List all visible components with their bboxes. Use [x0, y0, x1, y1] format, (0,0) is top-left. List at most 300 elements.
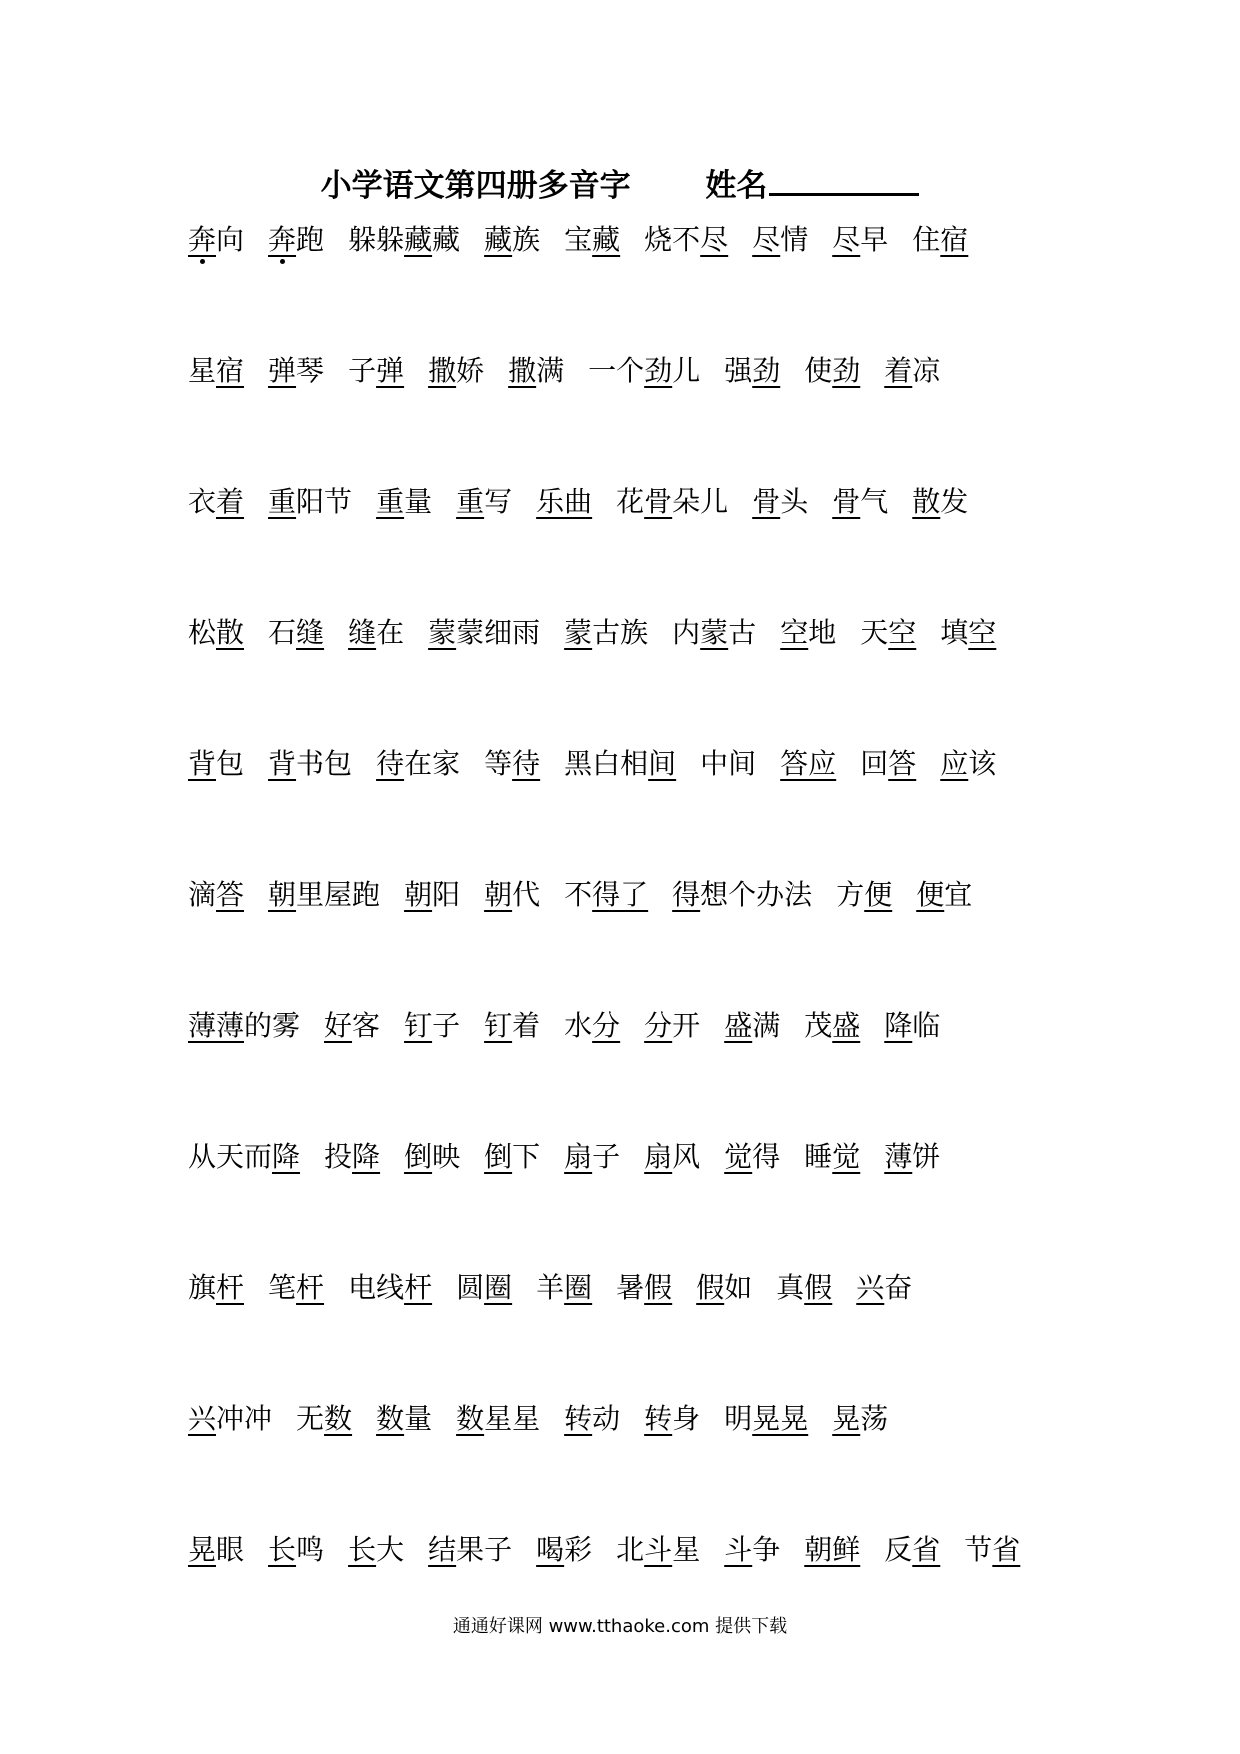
- word-char: 圆: [456, 1271, 485, 1304]
- word-char: 使: [804, 354, 833, 387]
- underlined-char: 晃: [832, 1402, 861, 1435]
- vocab-word: [484, 877, 540, 913]
- vocab-word: [428, 353, 484, 389]
- underlined-char: 撒: [428, 354, 457, 387]
- word-char: 着: [512, 1009, 541, 1042]
- word-char: 彩: [564, 1533, 593, 1566]
- word-char: 量: [404, 485, 433, 518]
- word-rows: [188, 222, 1068, 1663]
- word-char: 子: [432, 1009, 461, 1042]
- vocab-word: [484, 746, 540, 782]
- vocab-word: [188, 353, 244, 389]
- underlined-char: 假: [696, 1271, 725, 1304]
- word-char: 笔: [268, 1271, 297, 1304]
- underlined-char: 乐曲: [536, 485, 593, 518]
- word-char: 宜: [944, 878, 973, 911]
- underlined-char: 觉: [724, 1140, 753, 1173]
- word-char: 从天而: [188, 1140, 273, 1173]
- vocab-word: [484, 1008, 540, 1044]
- word-char: 方: [836, 878, 865, 911]
- underlined-char: 尽: [832, 223, 861, 256]
- word-char: 里屋跑: [296, 878, 381, 911]
- vocab-word: [536, 1270, 592, 1306]
- vocab-word: [616, 484, 728, 520]
- word-char: 的雾: [244, 1009, 301, 1042]
- vocab-word: [724, 1008, 780, 1044]
- underlined-char: 斗: [644, 1533, 673, 1566]
- word-char: 在家: [404, 747, 461, 780]
- name-blank-line[interactable]: [769, 165, 919, 196]
- vocab-word: [696, 1270, 752, 1306]
- word-char: 一个: [588, 354, 645, 387]
- word-char: 暑: [616, 1271, 645, 1304]
- word-row: [188, 877, 1068, 1008]
- name-label: 姓名: [705, 168, 768, 204]
- underlined-char: 应: [940, 747, 969, 780]
- vocab-word: [348, 222, 460, 258]
- vocab-word: [188, 222, 244, 258]
- vocab-word: [832, 222, 888, 258]
- word-char: 争: [752, 1533, 781, 1566]
- word-char: 住: [912, 223, 941, 256]
- underlined-char: 假: [644, 1271, 673, 1304]
- vocab-word: [856, 1270, 912, 1306]
- underlined-char: 晃: [188, 1533, 217, 1566]
- word-row: [188, 1532, 1068, 1663]
- underlined-char: 空: [780, 616, 809, 649]
- underlined-char: 晃晃: [752, 1402, 809, 1435]
- underlined-char: 重: [376, 485, 405, 518]
- vocab-word: [188, 1270, 244, 1306]
- word-char: 满: [752, 1009, 781, 1042]
- underlined-char: 数: [456, 1402, 485, 1435]
- vocab-word: [456, 1270, 512, 1306]
- word-char: 早: [860, 223, 889, 256]
- word-char: 石: [268, 616, 297, 649]
- underlined-char: 觉: [832, 1140, 861, 1173]
- word-char: 中间: [700, 747, 757, 780]
- vocab-word: [724, 353, 780, 389]
- underlined-char: 待: [512, 747, 541, 780]
- underlined-char: 骨: [832, 485, 861, 518]
- word-char: 发: [940, 485, 969, 518]
- underlined-char: 得: [672, 878, 701, 911]
- word-char: 满: [536, 354, 565, 387]
- vocab-word: [508, 353, 564, 389]
- vocab-word: [296, 1401, 352, 1437]
- vocab-word: [404, 877, 460, 913]
- word-char: 琴: [296, 354, 325, 387]
- vocab-word: [724, 1532, 780, 1568]
- word-char: 身: [672, 1402, 701, 1435]
- word-char: 明: [724, 1402, 753, 1435]
- vocab-word: [188, 1008, 300, 1044]
- vocab-word: [884, 1008, 940, 1044]
- underlined-char: 撒: [508, 354, 537, 387]
- word-char: 花: [616, 485, 645, 518]
- underlined-char: 空: [968, 616, 997, 649]
- word-char: 大: [376, 1533, 405, 1566]
- footer-credit: 通通好课网 www.tthaoke.com 提供下载: [452, 1616, 788, 1637]
- underlined-char: 扇: [644, 1140, 673, 1173]
- vocab-word: [752, 222, 808, 258]
- word-char: 投: [324, 1140, 353, 1173]
- underlined-char: 降: [884, 1009, 913, 1042]
- underlined-char: 盛: [832, 1009, 861, 1042]
- underlined-char: 数: [324, 1402, 353, 1435]
- vocab-word: [776, 1270, 832, 1306]
- underlined-char: 圈: [484, 1271, 513, 1304]
- vocab-word: [644, 1008, 700, 1044]
- vocab-word: [804, 353, 860, 389]
- word-char: 黑白相: [564, 747, 649, 780]
- underlined-char: 喝: [536, 1533, 565, 1566]
- word-row: [188, 1270, 1068, 1401]
- vocab-word: [536, 1532, 592, 1568]
- underlined-char: 杆: [216, 1271, 245, 1304]
- vocab-word: [724, 1401, 808, 1437]
- underlined-char: 背: [268, 747, 297, 780]
- word-char: 节: [964, 1533, 993, 1566]
- vocab-word: [588, 353, 700, 389]
- underlined-char: 间: [648, 747, 677, 780]
- word-char: 写: [484, 485, 513, 518]
- underlined-char: 扇: [564, 1140, 593, 1173]
- vocab-word: [268, 222, 324, 258]
- underlined-char: 得了: [592, 878, 649, 911]
- word-char: 该: [968, 747, 997, 780]
- underlined-char: 蒙: [564, 616, 593, 649]
- vocab-word: [348, 615, 404, 651]
- underlined-char: 假: [804, 1271, 833, 1304]
- vocab-word: [404, 1008, 460, 1044]
- vocab-word: [484, 222, 540, 258]
- vocab-word: [860, 746, 916, 782]
- vocab-word: [564, 746, 676, 782]
- vocab-word: [884, 1139, 940, 1175]
- word-char: 包: [216, 747, 245, 780]
- vocab-word: [188, 615, 244, 651]
- underlined-char: 缝: [296, 616, 325, 649]
- underlined-char: 尽: [752, 223, 781, 256]
- vocab-word: [268, 746, 352, 782]
- word-char: 藏: [432, 223, 461, 256]
- underlined-char: 弹: [268, 354, 297, 387]
- vocab-word: [644, 222, 728, 258]
- word-char: 鸣: [296, 1533, 325, 1566]
- vocab-word: [564, 1139, 620, 1175]
- underlined-char: 长: [268, 1533, 297, 1566]
- vocab-word: [564, 222, 620, 258]
- vocab-word: [564, 877, 648, 913]
- vocab-word: [456, 484, 512, 520]
- word-char: 气: [860, 485, 889, 518]
- underlined-char: 朝: [404, 878, 433, 911]
- word-char: 反: [884, 1533, 913, 1566]
- underlined-char: 劲: [752, 354, 781, 387]
- word-char: 头: [780, 485, 809, 518]
- vocab-word: [916, 877, 972, 913]
- word-char: 古族: [592, 616, 649, 649]
- word-char: 下: [512, 1140, 541, 1173]
- underlined-char: 便: [916, 878, 945, 911]
- underlined-char: 藏: [484, 223, 513, 256]
- word-char: 开: [672, 1009, 701, 1042]
- underlined-char: 藏: [404, 223, 433, 256]
- vocab-word: [644, 1139, 700, 1175]
- vocab-word: [268, 1532, 324, 1568]
- word-char: 情: [780, 223, 809, 256]
- word-char: 书包: [296, 747, 353, 780]
- vocab-word: [644, 1401, 700, 1437]
- underlined-char: 骨: [752, 485, 781, 518]
- word-row: [188, 746, 1068, 877]
- word-char: 星: [672, 1533, 701, 1566]
- vocab-word: [188, 1139, 300, 1175]
- word-char: 古: [728, 616, 757, 649]
- word-char: 茂: [804, 1009, 833, 1042]
- word-char: 凉: [912, 354, 941, 387]
- word-char: 滴: [188, 878, 217, 911]
- vocab-word: [348, 1270, 432, 1306]
- underlined-char: 空: [888, 616, 917, 649]
- vocab-word: [324, 1139, 380, 1175]
- underlined-char: 数: [376, 1402, 405, 1435]
- underlined-char: 奔: [268, 223, 297, 256]
- word-char: 填: [940, 616, 969, 649]
- vocab-word: [804, 1008, 860, 1044]
- underlined-char: 劲: [832, 354, 861, 387]
- underlined-char: 蒙: [700, 616, 729, 649]
- vocab-word: [836, 877, 892, 913]
- word-char: 向: [216, 223, 245, 256]
- word-row: [188, 222, 1068, 353]
- underlined-char: 缝: [348, 616, 377, 649]
- underlined-char: 结: [428, 1533, 457, 1566]
- vocab-word: [616, 1532, 700, 1568]
- vocab-word: [780, 615, 836, 651]
- underlined-char: 答: [216, 878, 245, 911]
- word-char: 不: [564, 878, 593, 911]
- vocab-word: [536, 484, 592, 520]
- vocab-word: [672, 615, 756, 651]
- vocab-word: [268, 353, 324, 389]
- vocab-word: [188, 877, 244, 913]
- word-char: 跑: [296, 223, 325, 256]
- underlined-char: 斗: [724, 1533, 753, 1566]
- word-char: 天: [860, 616, 889, 649]
- underlined-char: 钉: [404, 1009, 433, 1042]
- vocab-word: [832, 484, 888, 520]
- word-char: 朵儿: [672, 485, 729, 518]
- word-char: 量: [404, 1402, 433, 1435]
- underlined-char: 骨: [644, 485, 673, 518]
- word-char: 在: [376, 616, 405, 649]
- underlined-char: 薄薄: [188, 1009, 245, 1042]
- underlined-char: 散: [912, 485, 941, 518]
- vocab-word: [428, 1532, 512, 1568]
- underlined-char: 倒: [404, 1140, 433, 1173]
- vocab-word: [268, 615, 324, 651]
- page-title: 小学语文第四册多音字: [320, 168, 631, 204]
- vocab-word: [564, 1401, 620, 1437]
- vocab-word: [940, 746, 996, 782]
- underlined-char: 散: [216, 616, 245, 649]
- word-char: 荡: [860, 1402, 889, 1435]
- vocab-word: [404, 1139, 460, 1175]
- underlined-char: 降: [352, 1140, 381, 1173]
- vocab-word: [964, 1532, 1020, 1568]
- underlined-char: 弹: [376, 354, 405, 387]
- vocab-word: [268, 877, 380, 913]
- word-char: 眼: [216, 1533, 245, 1566]
- word-row: [188, 615, 1068, 746]
- vocab-word: [832, 1401, 888, 1437]
- underlined-char: 分: [592, 1009, 621, 1042]
- underlined-char: 答: [888, 747, 917, 780]
- word-char: 果子: [456, 1533, 513, 1566]
- word-char: 娇: [456, 354, 485, 387]
- vocab-word: [188, 1401, 272, 1437]
- underlined-char: 奔: [188, 223, 217, 256]
- word-char: 动: [592, 1402, 621, 1435]
- underlined-char: 盛: [724, 1009, 753, 1042]
- underlined-char: 兴: [188, 1402, 217, 1435]
- word-char: 等: [484, 747, 513, 780]
- vocab-word: [348, 353, 404, 389]
- underlined-char: 长: [348, 1533, 377, 1566]
- word-char: 星星: [484, 1402, 541, 1435]
- word-char: 子: [348, 354, 377, 387]
- vocab-word: [564, 1008, 620, 1044]
- word-char: 无: [296, 1402, 325, 1435]
- vocab-word: [672, 877, 812, 913]
- vocab-word: [804, 1139, 860, 1175]
- vocab-word: [780, 746, 836, 782]
- vocab-word: [700, 746, 756, 782]
- vocab-word: [912, 222, 968, 258]
- word-char: 衣: [188, 485, 217, 518]
- word-char: 强: [724, 354, 753, 387]
- word-char: 风: [672, 1140, 701, 1173]
- underlined-char: 重: [268, 485, 297, 518]
- underlined-char: 薄: [884, 1140, 913, 1173]
- vocab-word: [564, 615, 648, 651]
- word-char: 羊: [536, 1271, 565, 1304]
- underlined-char: 兴: [856, 1271, 885, 1304]
- word-char: 族: [512, 223, 541, 256]
- underlined-char: 钉: [484, 1009, 513, 1042]
- vocab-word: [268, 484, 352, 520]
- word-char: 得: [752, 1140, 781, 1173]
- underlined-char: 待: [376, 747, 405, 780]
- vocab-word: [884, 1532, 940, 1568]
- vocab-word: [348, 1532, 404, 1568]
- vocab-word: [912, 484, 968, 520]
- underlined-char: 朝: [484, 878, 513, 911]
- vocab-word: [884, 353, 940, 389]
- underlined-char: 降: [272, 1140, 301, 1173]
- vocab-word: [724, 1139, 780, 1175]
- underlined-char: 尽: [700, 223, 729, 256]
- underlined-char: 省: [992, 1533, 1021, 1566]
- underlined-char: 杆: [296, 1271, 325, 1304]
- underlined-char: 便: [864, 878, 893, 911]
- word-row: [188, 1139, 1068, 1270]
- vocab-word: [324, 1008, 380, 1044]
- underlined-char: 答应: [780, 747, 837, 780]
- vocab-word: [804, 1532, 860, 1568]
- word-char: 旗: [188, 1271, 217, 1304]
- underlined-char: 藏: [592, 223, 621, 256]
- vocab-word: [376, 484, 432, 520]
- vocab-word: [940, 615, 996, 651]
- word-char: 水: [564, 1009, 593, 1042]
- word-char: 饼: [912, 1140, 941, 1173]
- underlined-char: 朝鲜: [804, 1533, 861, 1566]
- word-char: 阳: [432, 878, 461, 911]
- word-char: 真: [776, 1271, 805, 1304]
- underlined-char: 蒙: [428, 616, 457, 649]
- underlined-char: 省: [912, 1533, 941, 1566]
- vocab-word: [860, 615, 916, 651]
- underlined-char: 朝: [268, 878, 297, 911]
- word-char: 松: [188, 616, 217, 649]
- word-char: 内: [672, 616, 701, 649]
- underlined-char: 宿: [940, 223, 969, 256]
- vocab-word: [268, 1270, 324, 1306]
- word-char: 星: [188, 354, 217, 387]
- word-char: 躲躲: [348, 223, 405, 256]
- word-char: 电线: [348, 1271, 405, 1304]
- vocab-word: [188, 1532, 244, 1568]
- underlined-char: 好: [324, 1009, 353, 1042]
- underlined-char: 着: [216, 485, 245, 518]
- word-char: 冲冲: [216, 1402, 273, 1435]
- word-char: 回: [860, 747, 889, 780]
- underlined-char: 转: [644, 1402, 673, 1435]
- word-char: 北: [616, 1533, 645, 1566]
- worksheet-header: [0, 160, 1240, 205]
- word-row: [188, 1401, 1068, 1532]
- underlined-char: 重: [456, 485, 485, 518]
- word-char: 奋: [884, 1271, 913, 1304]
- vocab-word: [616, 1270, 672, 1306]
- word-char: 如: [724, 1271, 753, 1304]
- word-char: 子: [592, 1140, 621, 1173]
- underlined-char: 背: [188, 747, 217, 780]
- word-char: 宝: [564, 223, 593, 256]
- underlined-char: 转: [564, 1402, 593, 1435]
- word-char: 代: [512, 878, 541, 911]
- underlined-char: 着: [884, 354, 913, 387]
- word-row: [188, 353, 1068, 484]
- vocab-word: [752, 484, 808, 520]
- word-row: [188, 484, 1068, 615]
- word-char: 蒙细雨: [456, 616, 541, 649]
- word-char: 想个办法: [700, 878, 813, 911]
- underlined-char: 圈: [564, 1271, 593, 1304]
- vocab-word: [484, 1139, 540, 1175]
- word-char: 客: [352, 1009, 381, 1042]
- vocab-word: [188, 746, 244, 782]
- word-char: 映: [432, 1140, 461, 1173]
- underlined-char: 劲: [644, 354, 673, 387]
- vocab-word: [188, 484, 244, 520]
- word-row: [188, 1008, 1068, 1139]
- underlined-char: 宿: [216, 354, 245, 387]
- word-char: 地: [808, 616, 837, 649]
